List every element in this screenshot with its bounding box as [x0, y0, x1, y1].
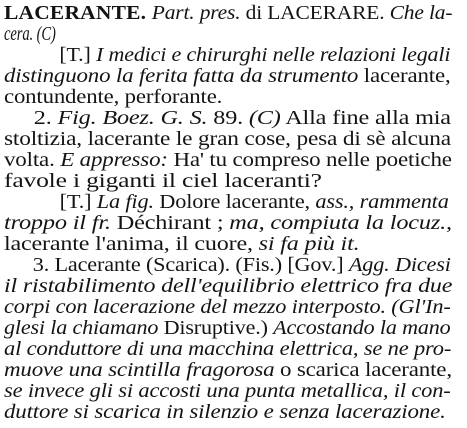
italic-text: si fa più it.	[258, 233, 360, 255]
entry-text: [T.]	[38, 44, 97, 66]
italic-text: muove una scintilla fragorosa	[4, 359, 275, 381]
entry-text: Ha' tu compreso nelle poetiche	[167, 149, 452, 171]
entry-text: di LACERARE.	[240, 2, 390, 24]
italic-text: al conduttore di una macchina elettrica, se ne pro-	[4, 338, 452, 360]
entry-text: Disruptive.)	[158, 317, 274, 339]
entry-line	[4, 1, 452, 25]
italic-text: Part. pres.	[151, 2, 241, 24]
italic-text: il ristabilimento dell'equilibrio elettrico fra due	[4, 275, 453, 297]
entry-text: volta.	[4, 149, 61, 171]
entry-text: lacerante,	[358, 65, 451, 87]
italic-text: ass., rammenta	[315, 191, 449, 213]
entry-text: Déchirant ;	[110, 212, 230, 234]
entry-text: contundente, perforante.	[4, 86, 223, 108]
entry-text: 2.	[22, 107, 58, 129]
italic-text: corpi con lacerazione del mezzo interposto.	[4, 296, 386, 318]
italic-text: (Gl'In-	[385, 296, 451, 318]
entry-line	[4, 400, 446, 424]
italic-text: glesi la chiamano	[4, 317, 159, 339]
italic-text: Fig. Boez. G. S.	[57, 107, 208, 129]
italic-text: La fig.	[96, 191, 154, 213]
entry-text: 3. Lacerante (Scarica). (Fis.) [Gov.]	[22, 254, 349, 276]
headword: .	[140, 2, 152, 24]
italic-text: duttore si scarica in silenzio e senza lacerazione.	[4, 401, 446, 423]
italic-text: troppo il fr.	[4, 212, 111, 234]
italic-text: (C)	[243, 107, 281, 129]
entry-text: favole i giganti il ciel laceranti?	[4, 170, 322, 192]
entry-text: stoltizia, lacerante le gran cose, pesa di sè alcuna	[4, 128, 451, 150]
italic-text: Che la-	[389, 2, 453, 24]
italic-text: cera.	[4, 23, 34, 45]
italic-text: distinguono la ferita fatta da strumento	[4, 65, 359, 87]
italic-text: I medici e chirurghi nelle relazioni legali	[96, 44, 451, 66]
italic-text: se invece gli si accosti una punta metallica, il con-	[4, 380, 451, 402]
italic-text: ma, compiuta la locuz.,	[229, 212, 452, 234]
italic-text: E appresso:	[60, 149, 168, 171]
italic-text: (C)	[33, 23, 56, 45]
headword: LACERANTE	[4, 2, 141, 24]
entry-text: [T.]	[38, 191, 97, 213]
entry-text: 89.	[207, 107, 244, 129]
italic-text: Agg. Dicesi	[348, 254, 451, 276]
italic-text: Accostando la mano	[273, 317, 451, 339]
entry-text: lacerante l'anima, il cuore,	[4, 233, 259, 255]
entry-text: o scarica lacerante,	[274, 359, 452, 381]
entry-text: Alla fine alla mia	[280, 107, 451, 129]
entry-text: Dolore lacerante,	[153, 191, 316, 213]
